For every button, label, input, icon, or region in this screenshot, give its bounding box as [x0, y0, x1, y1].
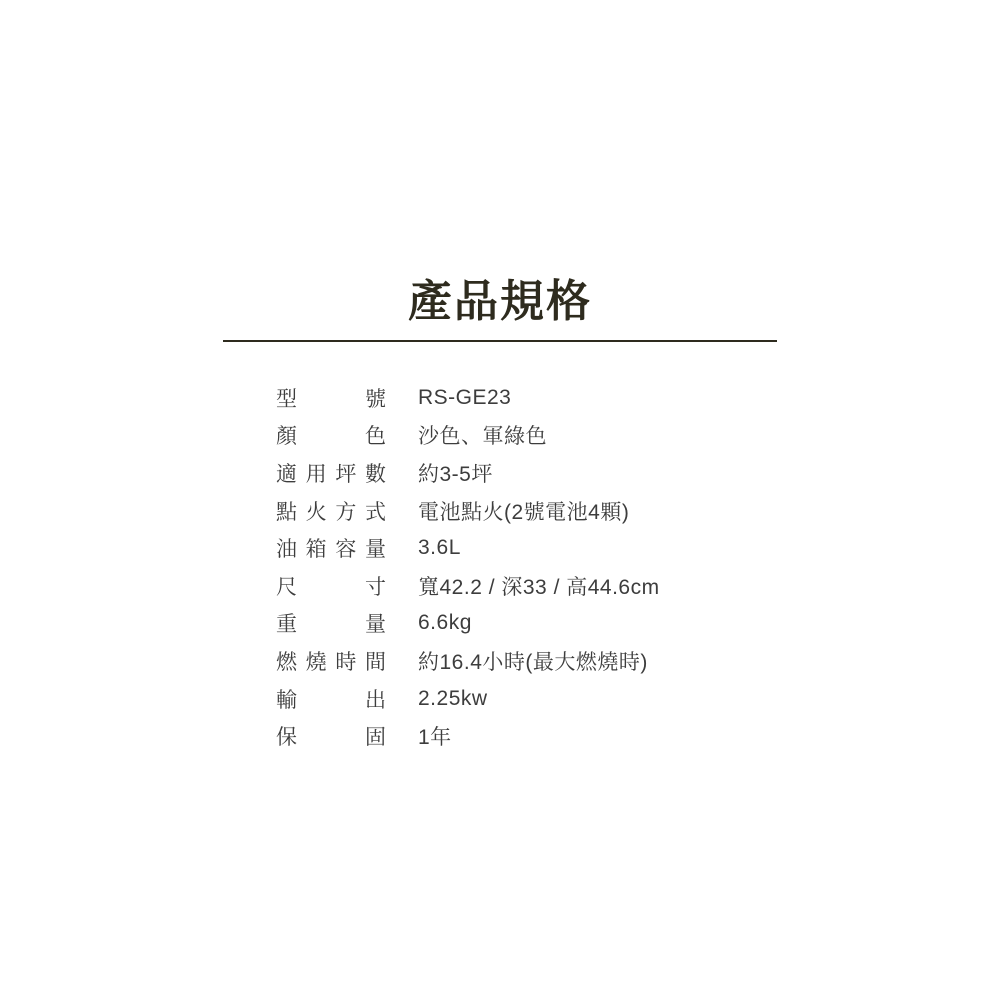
- spec-value: 沙色、軍綠色: [418, 425, 547, 449]
- spec-label: 重 量: [276, 613, 386, 637]
- page-title: 產品規格: [408, 277, 592, 327]
- spec-label: 輸 出: [276, 688, 386, 712]
- spec-value: 約16.4小時(最大燃燒時): [418, 650, 648, 674]
- spec-row-color: [276, 417, 836, 455]
- spec-row-model: [276, 379, 836, 417]
- spec-label: 顏 色: [276, 425, 386, 449]
- spec-row-warranty: [276, 717, 836, 755]
- spec-row-burn-time: [276, 642, 836, 680]
- spec-value: 電池點火(2號電池4顆): [418, 500, 630, 524]
- spec-label: 燃 燒 時 間: [276, 650, 386, 674]
- spec-row-ignition: [276, 492, 836, 530]
- spec-value: 3.6L: [418, 536, 461, 560]
- spec-label: 點 火 方 式: [276, 500, 386, 524]
- spec-label: 油 箱 容 量: [276, 538, 386, 562]
- spec-value: 1年: [418, 726, 452, 750]
- spec-label: 型 號: [276, 387, 386, 411]
- spec-row-dimensions: [276, 567, 836, 605]
- spec-value: 約3-5坪: [418, 462, 493, 486]
- spec-value: RS-GE23: [418, 385, 512, 409]
- spec-table: [276, 379, 836, 755]
- spec-row-area: [276, 454, 836, 492]
- spec-row-output: [276, 680, 836, 718]
- spec-row-tank-capacity: [276, 529, 836, 567]
- spec-label: 保 固: [276, 726, 386, 750]
- spec-value: 6.6kg: [418, 611, 472, 635]
- spec-value: 2.25kw: [418, 686, 488, 710]
- spec-label: 尺 寸: [276, 575, 386, 599]
- spec-row-weight: [276, 605, 836, 643]
- spec-value: 寬42.2 / 深33 / 高44.6cm: [418, 575, 660, 599]
- spec-label: 適 用 坪 數: [276, 462, 386, 486]
- title-divider-line: [223, 340, 777, 342]
